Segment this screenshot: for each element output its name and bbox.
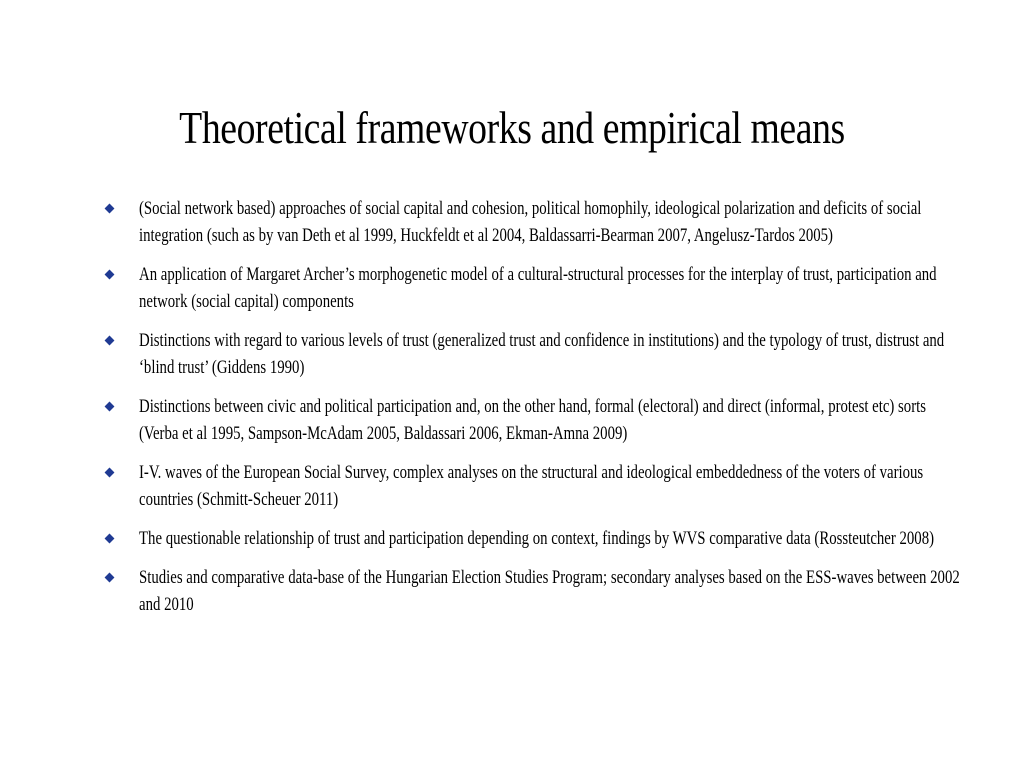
bullet-text: (Social network based) approaches of social capital and cohesion, political homophily, ideological polarization and deficits of social integration (such as by van Deth et al 1999, Huckfeldt et al 2004, Baldassarri-Bearman 2007, Angelusz-Tardos 2005) (139, 199, 922, 246)
bullet-item (104, 196, 1004, 250)
diamond-bullet-icon (105, 573, 115, 583)
bullet-item (104, 526, 1004, 553)
diamond-bullet-icon (105, 336, 115, 346)
bullet-item (104, 565, 1004, 619)
bullet-text: The questionable relationship of trust and participation depending on context, findings by WVS comparative data (Rossteutcher 2008) (139, 529, 935, 549)
bullet-item (104, 394, 1004, 448)
bullet-item (104, 262, 1004, 316)
diamond-bullet-icon (105, 468, 115, 478)
bullet-text: An application of Margaret Archer’s morphogenetic model of a cultural-structural processes for the interplay of trust, participation and network (social capital) components (139, 265, 937, 312)
bullet-text: I-V. waves of the European Social Survey, complex analyses on the structural and ideological embeddedness of the voters of various countries (Schmitt-Scheuer 2011) (139, 463, 924, 510)
diamond-bullet-icon (105, 270, 115, 280)
bullet-item (104, 460, 1004, 514)
bullet-text: Distinctions between civic and political participation and, on the other hand, formal (electoral) and direct (informal, protest etc) sorts (Verba et al 1995, Sampson-McAdam 2005, Baldassari 2006, Ekman-Amna 2009) (139, 397, 927, 444)
slide-title: Theoretical frameworks and empirical means (179, 102, 845, 153)
bullet-item (104, 328, 1004, 382)
diamond-bullet-icon (105, 402, 115, 412)
bullet-text: Distinctions with regard to various levels of trust (generalized trust and confidence in institutions) and the typology of trust, distrust and ‘blind trust’ (Giddens 1990) (139, 331, 945, 378)
diamond-bullet-icon (105, 204, 115, 214)
bullet-list (104, 196, 1004, 631)
bullet-text: Studies and comparative data-base of the Hungarian Election Studies Program; secondary analyses based on the ESS-waves between 2002 and 2010 (139, 568, 960, 615)
diamond-bullet-icon (105, 534, 115, 544)
